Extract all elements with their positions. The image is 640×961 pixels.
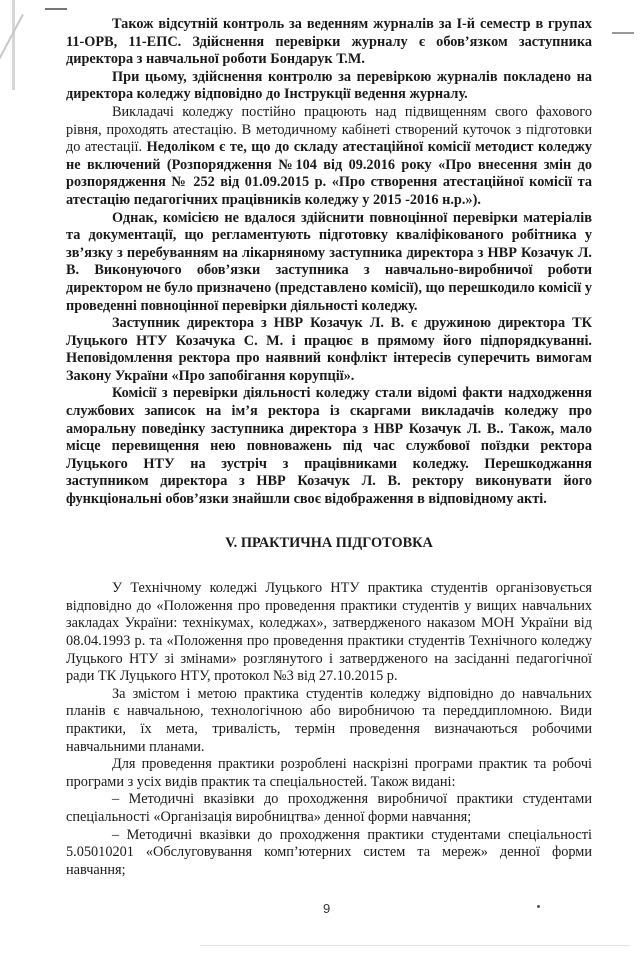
paragraph-practice-types: За змістом і метою практика студентів коледжу відповідно до навчальних планів є навчальною, технологічною або виробничою та переддипломною. Види практики, їх мета, тривалість, термін проведення визначаються робочими навчальними планами. — [66, 685, 592, 755]
document-page — [66, 0, 592, 879]
paragraph-incomplete-check: Однак, комісією не вдалося здійснити повноцінної перевірки матеріалів та документації, що регламентують підготовку кваліфікованого робітника у зв’язку з перебуванням на лікарняному заступника директора з НВР Козачук Л. В. Виконуючого обов’язки заступника з навчально-виробничої роботи директором не було призначено (представлено комісії), що перешкодило комісії у проведенні повноцінної перевірки діяльності коледжу. — [66, 209, 592, 314]
scan-speck — [537, 905, 540, 908]
section-heading: V. ПРАКТИЧНА ПІДГОТОВКА — [225, 534, 433, 551]
list-item-guidelines-computer-systems: – Методичні вказівки до проходження практики студентами спеціальності 5.05010201 «Обслуговування комп’ютерних систем та мереж» денної форми навчання; — [66, 826, 592, 878]
paragraph-journal-control: Також відсутній контроль за веденням журналів за І-й семестр в групах 11-ОРВ, 11-ЕПС. Здійснення перевірки журналу є обов’язком заступника директора з навчальної роботи Бондарук Т.М. — [66, 16, 592, 68]
paragraph-practice-organization: У Технічному коледжі Луцького НТУ практика студентів організовується відповідно до «Положення про проведення практики студентів у вищих навчальних закладах України: технікумах, коледжах», затвердженого наказом МОН України від 08.04.1993 р. та «Положення про проведення практики студентів Технічного коледжу Луцького НТУ зі змінами» розглянутого і затвердженого на засіданні педагогічної ради ТК Луцького НТУ, протокол №3 від 27.10.2015 р. — [66, 580, 592, 685]
scan-mark — [612, 32, 634, 34]
attestation-normal-text: Викладачі коледжу постійно працюють над підвищенням свого фахового рівня, проходять атестацію. В методичному кабінеті створений куточок з підготовки до атестації. — [66, 103, 592, 156]
page-number: 9 — [323, 901, 331, 917]
paragraph-complaints: Комісії з перевірки діяльності коледжу стали відомі факти надходження службових записок на ім’я ректора із скаргами викладачів коледжу про аморальну поведінку заступника директора з НВР Козачук Л. В.. Також, мало місце перевищення нею повноважень під час службової поїздки ректора Луцького НТУ на зустріч з працівниками коледжу. Перешкоджання заступником директора з НВР Козачук Л. В. ректору виконувати його функціональні обов’язки знайшли своє відображення в відповідному акті. — [66, 385, 592, 508]
paragraph-practice-programs: Для проведення практики розроблені наскрізні програми практик та робочі програми з усіх видів практик та спеціальностей. Також видані: — [66, 756, 592, 790]
paragraph-director-control: При цьому, здійснення контролю за перевіркою журналів покладено на директора коледжу відповідно до Інструкції ведення журналу. — [66, 68, 592, 103]
attestation-bold-text: Недоліком є те, що до складу атестаційної комісії методист коледжу не включений (Розпорядження №104 від 09.2016 року «Про внесення змін до розпорядження № 252 від 01.09.2015 р. «Про створення атестаційної комісії та атестацію педагогічних працівників коледжу у 2015 -2016 н.р.»). — [66, 139, 592, 208]
scan-edge-shadow — [12, 0, 15, 90]
scan-mark — [45, 8, 67, 10]
scan-artifact-line — [200, 945, 630, 946]
paragraph-attestation — [66, 104, 592, 210]
page-footer — [0, 901, 640, 961]
list-item-guidelines-production: – Методичні вказівки до проходження виробничої практики студентами спеціальності «Організація виробництва» денної форми навчання; — [66, 791, 592, 825]
paragraph-conflict-of-interest: Заступник директора з НВР Козачук Л. В. є дружиною директора ТК Луцького НТУ Козачука С. М. і працює в прямому його підпорядкуванні. Неповідомлення ректора про наявний конфлікт інтересів суперечить вимогам Закону України «Про запобігання корупції». — [66, 315, 592, 384]
